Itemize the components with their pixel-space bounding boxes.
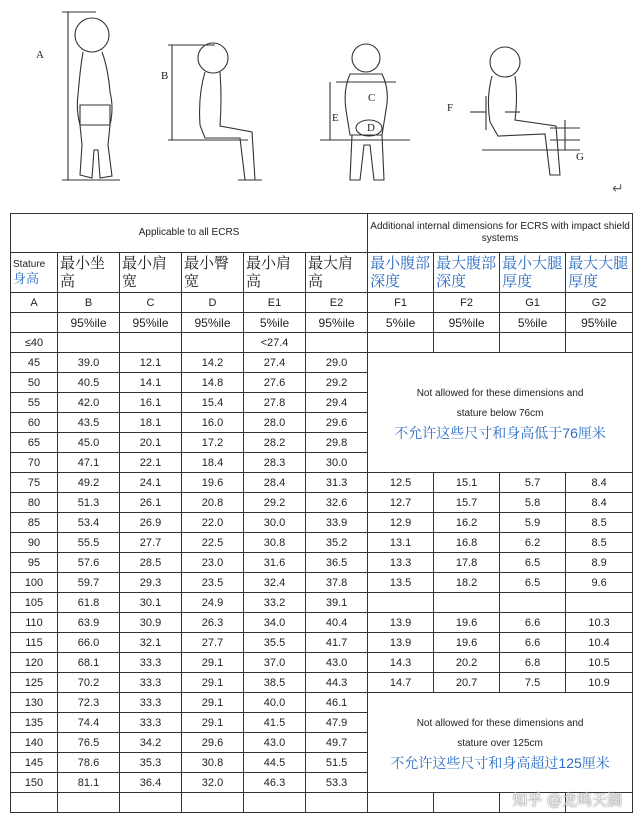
value-cell [434, 333, 500, 353]
value-cell: 8.9 [566, 553, 633, 573]
stature-cell: 130 [11, 693, 58, 713]
table-row [11, 333, 633, 353]
label-B: B [161, 70, 169, 82]
value-cell: 8.4 [566, 493, 633, 513]
value-cell: 14.8 [182, 373, 244, 393]
value-cell: 13.3 [368, 553, 434, 573]
value-cell: 30.8 [244, 533, 306, 553]
value-cell: 29.2 [244, 493, 306, 513]
header-min-shoulder-height: 最小肩高 [244, 253, 306, 293]
value-cell: 16.2 [434, 513, 500, 533]
value-cell: 33.9 [306, 513, 368, 533]
value-cell: 51.3 [58, 493, 120, 513]
value-cell: 18.2 [434, 573, 500, 593]
value-cell: 29.6 [306, 413, 368, 433]
stature-cell: 105 [11, 593, 58, 613]
seated-child-caliper-figure [470, 47, 580, 175]
value-cell: 40.4 [306, 613, 368, 633]
value-cell: 32.1 [120, 633, 182, 653]
value-cell: 27.4 [244, 353, 306, 373]
value-cell [500, 593, 566, 613]
value-cell: 28.4 [244, 473, 306, 493]
value-cell: 74.4 [58, 713, 120, 733]
value-cell: 43.0 [306, 653, 368, 673]
value-cell [58, 333, 120, 353]
percentile-cell: 5%ile [368, 313, 434, 333]
value-cell: 38.5 [244, 673, 306, 693]
value-cell: 16.0 [182, 413, 244, 433]
value-cell: 30.0 [306, 453, 368, 473]
header-min-shoulder-width: 最小肩宽 [120, 253, 182, 293]
value-cell: 32.6 [306, 493, 368, 513]
code-cell: G2 [566, 293, 633, 313]
value-cell: 59.7 [58, 573, 120, 593]
value-cell: 29.0 [306, 353, 368, 373]
value-cell: 49.7 [306, 733, 368, 753]
value-cell: 14.1 [120, 373, 182, 393]
stature-cell: 90 [11, 533, 58, 553]
value-cell: 29.3 [120, 573, 182, 593]
value-cell: 6.5 [500, 573, 566, 593]
value-cell: 29.6 [182, 733, 244, 753]
table-row [11, 493, 633, 513]
label-G: G [576, 151, 584, 163]
percentile-cell: 95%ile [566, 313, 633, 333]
percentile-cell: 95%ile [58, 313, 120, 333]
value-cell: 24.9 [182, 593, 244, 613]
percentile-cell: 95%ile [120, 313, 182, 333]
value-cell: 70.2 [58, 673, 120, 693]
value-cell: 76.5 [58, 733, 120, 753]
value-cell: 26.3 [182, 613, 244, 633]
ecrs-dimensions-table [10, 213, 633, 813]
value-cell: 36.5 [306, 553, 368, 573]
value-cell: 23.5 [182, 573, 244, 593]
table-row [11, 693, 633, 713]
value-cell: 32.0 [182, 773, 244, 793]
code-cell: F2 [434, 293, 500, 313]
value-cell [182, 333, 244, 353]
value-cell: 14.7 [368, 673, 434, 693]
stature-cell: 75 [11, 473, 58, 493]
table-row [11, 533, 633, 553]
label-F: F [447, 102, 454, 114]
value-cell: 7.5 [500, 673, 566, 693]
value-cell: 23.0 [182, 553, 244, 573]
value-cell: 72.3 [58, 693, 120, 713]
value-cell: 6.8 [500, 653, 566, 673]
value-cell: 27.7 [120, 533, 182, 553]
value-cell: 10.3 [566, 613, 633, 633]
value-cell: 5.8 [500, 493, 566, 513]
stature-label-zh: 身高 [13, 270, 40, 286]
value-cell: 29.4 [306, 393, 368, 413]
table-row [11, 673, 633, 693]
value-cell: 28.5 [120, 553, 182, 573]
value-cell [500, 333, 566, 353]
value-cell: 47.9 [306, 713, 368, 733]
value-cell: 49.2 [58, 473, 120, 493]
stature-cell: 65 [11, 433, 58, 453]
measurement-figures [0, 0, 636, 205]
stature-label-en: Stature [13, 258, 46, 270]
value-cell: 33.3 [120, 713, 182, 733]
value-cell: 6.6 [500, 613, 566, 633]
table-row [11, 553, 633, 573]
header-min-sitting-height: 最小坐高 [58, 253, 120, 293]
value-cell: 34.0 [244, 613, 306, 633]
stature-cell: 145 [11, 753, 58, 773]
value-cell: 63.9 [58, 613, 120, 633]
header-max-abdomen-depth: 最大腹部深度 [434, 253, 500, 293]
value-cell [368, 333, 434, 353]
table-row [11, 593, 633, 613]
stature-cell: 45 [11, 353, 58, 373]
table-row [11, 513, 633, 533]
value-cell: <27.4 [244, 333, 306, 353]
value-cell: 35.5 [244, 633, 306, 653]
percentile-cell: 95%ile [434, 313, 500, 333]
percentile-cell: 95%ile [182, 313, 244, 333]
note-below-zh: 不允许这些尺寸和身高低于76厘米 [394, 424, 606, 441]
value-cell: 51.5 [306, 753, 368, 773]
value-cell: 66.0 [58, 633, 120, 653]
seated-child-side-figure [168, 43, 262, 180]
value-cell: 20.8 [182, 493, 244, 513]
note-over-125 [368, 693, 633, 793]
value-cell: 29.1 [182, 693, 244, 713]
standing-child-figure [62, 12, 120, 180]
value-cell: 39.1 [306, 593, 368, 613]
stature-cell: 150 [11, 773, 58, 793]
label-E: E [332, 112, 339, 124]
value-cell: 20.7 [434, 673, 500, 693]
value-cell: 30.9 [120, 613, 182, 633]
value-cell: 33.3 [120, 673, 182, 693]
value-cell: 57.6 [58, 553, 120, 573]
value-cell: 27.7 [182, 633, 244, 653]
value-cell: 40.0 [244, 693, 306, 713]
value-cell: 12.5 [368, 473, 434, 493]
stature-cell: 70 [11, 453, 58, 473]
note-over-en-line2: stature over 125cm [457, 737, 543, 749]
value-cell: 8.5 [566, 513, 633, 533]
empty-cell [11, 793, 58, 813]
value-cell: 14.3 [368, 653, 434, 673]
value-cell: 30.0 [244, 513, 306, 533]
value-cell: 14.2 [182, 353, 244, 373]
table-row [11, 573, 633, 593]
value-cell: 16.8 [434, 533, 500, 553]
value-cell: 44.5 [244, 753, 306, 773]
stature-cell: 140 [11, 733, 58, 753]
value-cell: 34.2 [120, 733, 182, 753]
value-cell: 33.2 [244, 593, 306, 613]
value-cell: 53.3 [306, 773, 368, 793]
value-cell: 37.0 [244, 653, 306, 673]
code-cell: A [11, 293, 58, 313]
empty-cell [368, 793, 434, 813]
stature-cell: 80 [11, 493, 58, 513]
empty-cell [58, 793, 120, 813]
value-cell [566, 593, 633, 613]
value-cell: 45.0 [58, 433, 120, 453]
note-below-en-line1: Not allowed for these dimensions and [416, 387, 584, 399]
value-cell: 29.8 [306, 433, 368, 453]
value-cell: 28.2 [244, 433, 306, 453]
value-cell: 19.6 [182, 473, 244, 493]
value-cell: 5.7 [500, 473, 566, 493]
stature-cell: 55 [11, 393, 58, 413]
value-cell: 10.4 [566, 633, 633, 653]
value-cell: 46.1 [306, 693, 368, 713]
header-stature [11, 253, 58, 293]
code-cell: F1 [368, 293, 434, 313]
stature-cell: 100 [11, 573, 58, 593]
table-row [11, 613, 633, 633]
value-cell: 29.2 [306, 373, 368, 393]
value-cell: 20.2 [434, 653, 500, 673]
value-cell: 78.6 [58, 753, 120, 773]
value-cell: 5.9 [500, 513, 566, 533]
value-cell: 16.1 [120, 393, 182, 413]
value-cell: 39.0 [58, 353, 120, 373]
value-cell: 61.8 [58, 593, 120, 613]
code-cell: E2 [306, 293, 368, 313]
stature-cell: 125 [11, 673, 58, 693]
value-cell: 20.1 [120, 433, 182, 453]
value-cell: 30.8 [182, 753, 244, 773]
value-cell: 6.2 [500, 533, 566, 553]
value-cell: 24.1 [120, 473, 182, 493]
value-cell: 43.5 [58, 413, 120, 433]
value-cell: 41.7 [306, 633, 368, 653]
label-A: A [36, 49, 44, 61]
note-below-76 [368, 353, 633, 473]
value-cell: 31.6 [244, 553, 306, 573]
code-cell: G1 [500, 293, 566, 313]
value-cell: 22.1 [120, 453, 182, 473]
stature-cell: 95 [11, 553, 58, 573]
value-cell: 29.1 [182, 673, 244, 693]
value-cell: 27.6 [244, 373, 306, 393]
value-cell [368, 593, 434, 613]
value-cell: 10.5 [566, 653, 633, 673]
value-cell: 26.1 [120, 493, 182, 513]
value-cell: 15.4 [182, 393, 244, 413]
value-cell: 22.0 [182, 513, 244, 533]
value-cell: 12.9 [368, 513, 434, 533]
paragraph-return-mark: ↵ [612, 180, 624, 196]
note-over-zh: 不允许这些尺寸和身高超过125厘米 [390, 754, 610, 771]
percentile-cell: 5%ile [500, 313, 566, 333]
value-cell: 9.6 [566, 573, 633, 593]
header-min-thigh-thickness: 最小大腿厚度 [500, 253, 566, 293]
empty-cell [434, 793, 500, 813]
value-cell: 17.2 [182, 433, 244, 453]
value-cell: 37.8 [306, 573, 368, 593]
value-cell: 46.3 [244, 773, 306, 793]
value-cell: 13.9 [368, 613, 434, 633]
column-code-row [11, 293, 633, 313]
value-cell: 30.1 [120, 593, 182, 613]
value-cell: 28.3 [244, 453, 306, 473]
label-D: D [367, 122, 375, 134]
zhihu-watermark: 知乎 @龙鸣天澜 [512, 791, 622, 809]
header-min-hip-width: 最小臀宽 [182, 253, 244, 293]
header-additional-impact-shield: Additional internal dimensions for ECRS with impact shield systems [368, 214, 633, 253]
value-cell: 8.4 [566, 473, 633, 493]
header-min-abdomen-depth: 最小腹部深度 [368, 253, 434, 293]
stature-cell: 50 [11, 373, 58, 393]
value-cell: 35.2 [306, 533, 368, 553]
stature-cell: 110 [11, 613, 58, 633]
stature-cell: 85 [11, 513, 58, 533]
value-cell: 26.9 [120, 513, 182, 533]
value-cell: 6.5 [500, 553, 566, 573]
value-cell: 18.4 [182, 453, 244, 473]
value-cell: 44.3 [306, 673, 368, 693]
value-cell: 18.1 [120, 413, 182, 433]
value-cell: 19.6 [434, 613, 500, 633]
value-cell: 43.0 [244, 733, 306, 753]
value-cell: 35.3 [120, 753, 182, 773]
value-cell: 42.0 [58, 393, 120, 413]
value-cell: 10.9 [566, 673, 633, 693]
value-cell: 15.7 [434, 493, 500, 513]
stature-cell: 115 [11, 633, 58, 653]
header-max-thigh-thickness: 最大大腿厚度 [566, 253, 633, 293]
value-cell [306, 333, 368, 353]
value-cell: 13.5 [368, 573, 434, 593]
value-cell: 29.1 [182, 713, 244, 733]
table-row [11, 633, 633, 653]
header-max-shoulder-height: 最大肩高 [306, 253, 368, 293]
value-cell: 8.5 [566, 533, 633, 553]
value-cell: 27.8 [244, 393, 306, 413]
header-applicable-all: Applicable to all ECRS [11, 214, 368, 253]
value-cell: 6.6 [500, 633, 566, 653]
value-cell: 40.5 [58, 373, 120, 393]
percentile-cell-empty [11, 313, 58, 333]
value-cell: 53.4 [58, 513, 120, 533]
value-cell: 13.1 [368, 533, 434, 553]
value-cell: 22.5 [182, 533, 244, 553]
value-cell: 68.1 [58, 653, 120, 673]
value-cell [120, 333, 182, 353]
empty-cell [120, 793, 182, 813]
value-cell: 12.7 [368, 493, 434, 513]
empty-cell [182, 793, 244, 813]
note-below-en-line2: stature below 76cm [456, 407, 544, 419]
code-cell: E1 [244, 293, 306, 313]
empty-cell [306, 793, 368, 813]
value-cell: 31.3 [306, 473, 368, 493]
percentile-cell: 5%ile [244, 313, 306, 333]
value-cell: 55.5 [58, 533, 120, 553]
value-cell: 15.1 [434, 473, 500, 493]
percentile-row [11, 313, 633, 333]
value-cell: 33.3 [120, 653, 182, 673]
value-cell: 19.6 [434, 633, 500, 653]
stature-cell: 60 [11, 413, 58, 433]
value-cell: 17.8 [434, 553, 500, 573]
table-data-body [11, 333, 633, 813]
note-over-en-line1: Not allowed for these dimensions and [416, 717, 584, 729]
stature-cell: ≤40 [11, 333, 58, 353]
value-cell [434, 593, 500, 613]
value-cell: 81.1 [58, 773, 120, 793]
value-cell: 32.4 [244, 573, 306, 593]
code-cell: C [120, 293, 182, 313]
empty-cell [244, 793, 306, 813]
value-cell: 41.5 [244, 713, 306, 733]
value-cell: 12.1 [120, 353, 182, 373]
table-row [11, 653, 633, 673]
value-cell: 36.4 [120, 773, 182, 793]
table-row [11, 473, 633, 493]
value-cell: 28.0 [244, 413, 306, 433]
value-cell: 47.1 [58, 453, 120, 473]
value-cell [566, 333, 633, 353]
code-cell: D [182, 293, 244, 313]
value-cell: 29.1 [182, 653, 244, 673]
value-cell: 13.9 [368, 633, 434, 653]
percentile-cell: 95%ile [306, 313, 368, 333]
label-C: C [368, 92, 376, 104]
stature-cell: 135 [11, 713, 58, 733]
stature-cell: 120 [11, 653, 58, 673]
code-cell: B [58, 293, 120, 313]
value-cell: 33.3 [120, 693, 182, 713]
table-row [11, 353, 633, 373]
